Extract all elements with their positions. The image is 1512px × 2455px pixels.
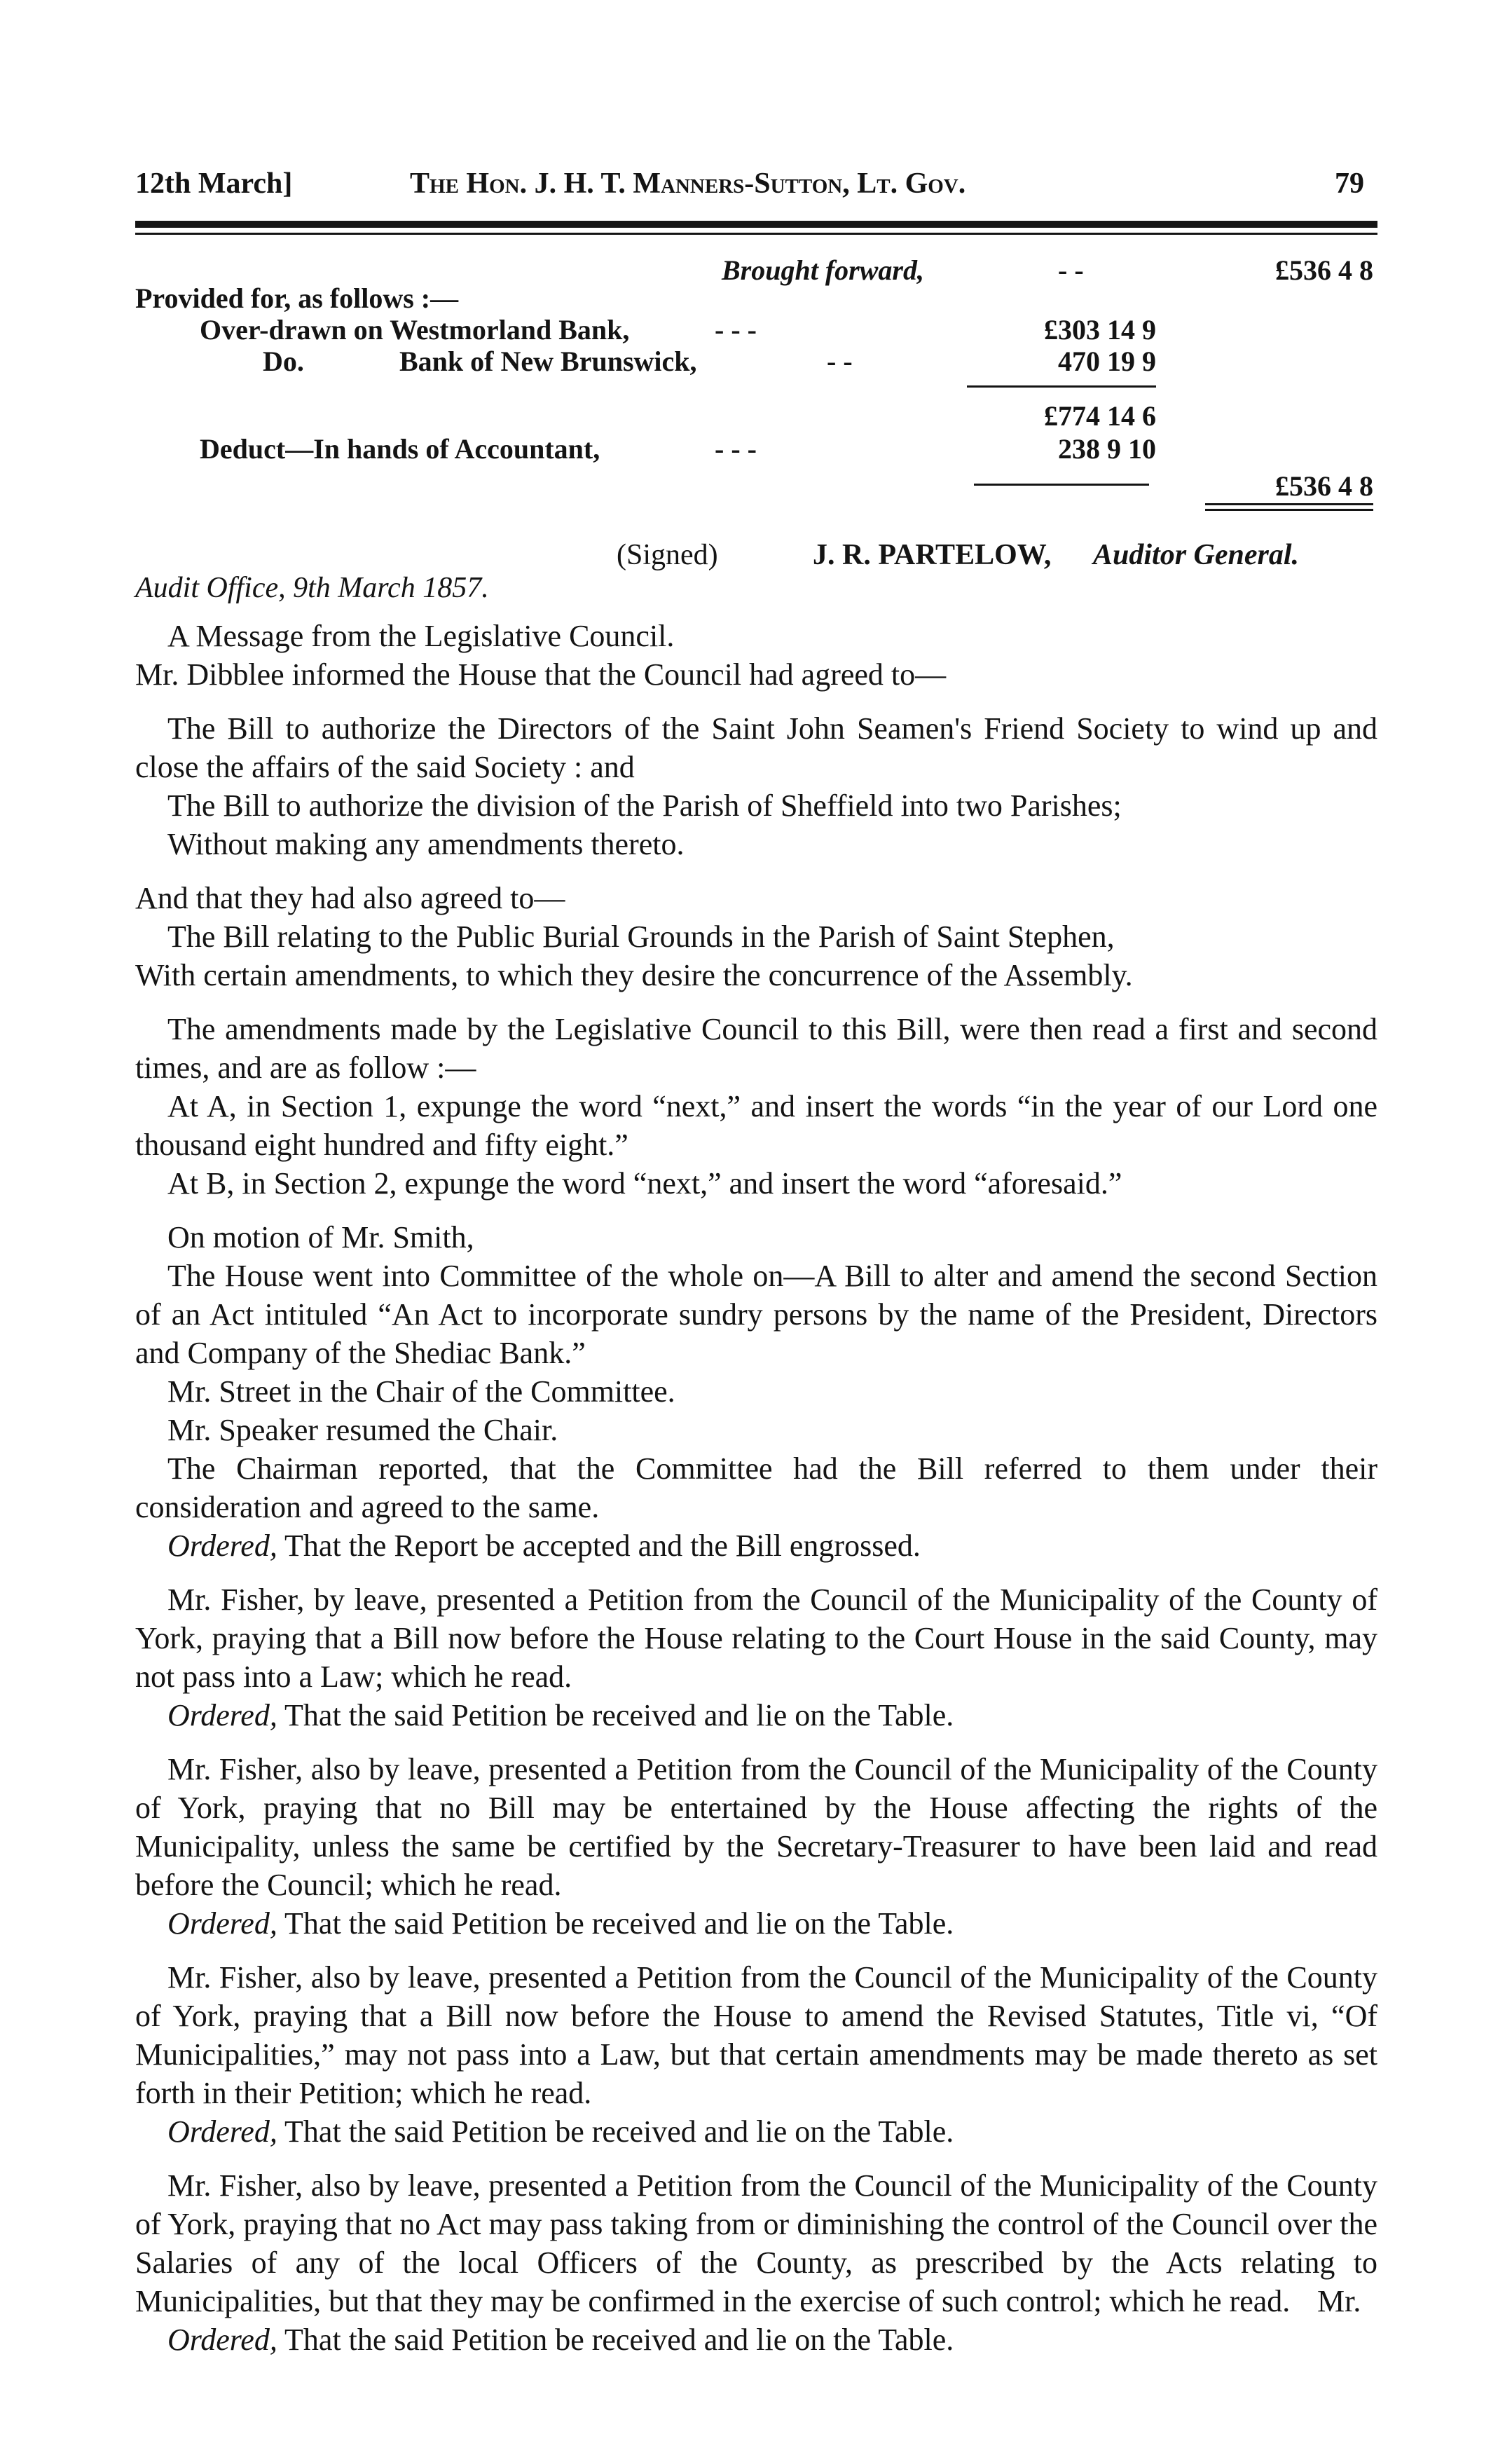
ordered-paragraph: Ordered, That the said Petition be received and lie on the Table. — [167, 2323, 954, 2357]
account-row-nb-dashes: - - — [827, 346, 853, 377]
paragraph: Mr. Street in the Chair of the Committee. — [167, 1374, 675, 1409]
journal-body — [135, 617, 1377, 2359]
paragraph: And that they had also agreed to— — [135, 881, 565, 915]
paragraph: The Bill to authorize the division of the Parish of Sheffield into two Parishes; — [167, 788, 1122, 823]
paragraph: Mr. Fisher, also by leave, presented a Petition from the Council of the Municipality of the County of York, praying that no Bill may be entertained by the House affecting the rights of the Municipality, unless the same be certified by the Secretary-Treasurer to have been laid and read before the Council; which he read. — [135, 1752, 1377, 1902]
total-double-underline — [1205, 509, 1373, 511]
deduct-dashes: - - - — [715, 433, 757, 465]
ordered-paragraph: Ordered, That the said Petition be received and lie on the Table. — [167, 1906, 954, 1941]
ordered-paragraph: Ordered, That the said Petition be received and lie on the Table. — [167, 1698, 954, 1732]
total-amount: £536 4 8 — [1275, 470, 1373, 502]
account-row-westmorland-label: Over-drawn on Westmorland Bank, — [200, 314, 630, 346]
dashes: - - — [1058, 254, 1084, 286]
signed-label: (Signed) — [617, 539, 718, 571]
account-row-do: Do. — [263, 346, 304, 377]
paragraph: At A, in Section 1, expunge the word “next,” and insert the words “in the year of our Lord one thousand eight hundred and fifty eight.” — [135, 1089, 1377, 1162]
header-title: The Hon. J. H. T. Manners-Sutton, Lt. Gov. — [410, 167, 966, 200]
paragraph: Mr. Fisher, by leave, presented a Petition from the Council of the Municipality of the County of York, praying that a Bill now before the House relating to the Court House in the said County, may not pass into a Law; which he read. — [135, 1582, 1377, 1694]
paragraph: The House went into Committee of the whole on—A Bill to alter and amend the second Section of an Act intituled “An Act to incorporate sundry persons by the name of the President, Directors and Company of the Shediac Bank.” — [135, 1259, 1377, 1370]
ordered-paragraph: Ordered, That the said Petition be received and lie on the Table. — [167, 2114, 954, 2149]
audit-office-date: Audit Office, 9th March 1857. — [135, 572, 489, 604]
deduct-label: Deduct—In hands of Accountant, — [200, 433, 600, 465]
ordered-paragraph: Ordered, That the Report be accepted and the Bill engrossed. — [167, 1529, 921, 1563]
brought-forward-amount: £536 4 8 — [1275, 254, 1373, 286]
account-row-westmorland-amount: £303 14 9 — [1044, 314, 1156, 346]
paragraph: The Chairman reported, that the Committee had the Bill referred to them under their consideration and agreed to the same. — [135, 1451, 1377, 1524]
signatory-title: Auditor General. — [1093, 539, 1300, 571]
paragraph: Mr. Dibblee informed the House that the Council had agreed to— — [135, 657, 947, 692]
deduct-amount: 238 9 10 — [1058, 433, 1156, 465]
account-row-westmorland-dashes: - - - — [715, 314, 757, 346]
paragraph: Mr. Fisher, also by leave, presented a Petition from the Council of the Municipality of the County of York, praying that a Bill now before the House to amend the Revised Statutes, Title vi, “Of Municipalities,” may not pass into a Law, but that certain amendments may be made thereto as set forth in their Petition; which he read. — [135, 1960, 1377, 2110]
signatory-name: J. R. PARTELOW, — [813, 539, 1052, 571]
paragraph: The amendments made by the Legislative Council to this Bill, were then read a first and second times, and are as follow :— — [135, 1012, 1377, 1085]
catchword: Mr. — [1317, 2284, 1361, 2318]
paragraph: At B, in Section 2, expunge the word “next,” and insert the word “aforesaid.” — [167, 1166, 1122, 1201]
provided-for-label: Provided for, as follows :— — [135, 282, 459, 314]
total-rule — [974, 484, 1149, 486]
header-rule-thin — [135, 233, 1377, 235]
paragraph: The Bill to authorize the Directors of the Saint John Seamen's Friend Society to wind up and close the affairs of the said Society : and — [135, 711, 1377, 784]
account-row-nb-label: Bank of New Brunswick, — [399, 346, 697, 377]
subtotal-amount: £774 14 6 — [1044, 400, 1156, 432]
account-row-nb-amount: 470 19 9 — [1058, 346, 1156, 377]
page-number: 79 — [1335, 167, 1364, 200]
paragraph: Mr. Speaker resumed the Chair. — [167, 1413, 558, 1447]
paragraph: With certain amendments, to which they desire the concurrence of the Assembly. — [135, 958, 1133, 992]
brought-forward-label: Brought forward, — [722, 254, 924, 286]
paragraph: On motion of Mr. Smith, — [167, 1220, 474, 1254]
header-date: 12th March] — [135, 167, 293, 200]
header-rule-thick — [135, 221, 1377, 228]
paragraph: Mr. Fisher, also by leave, presented a Petition from the Council of the Municipality of the County of York, praying that no Act may pass taking from or diminishing the control of the Council over the Salaries of any of the local Officers of the County, as prescribed by the Acts relating to Municipalities, but that they may be confirmed in the exercise of such control; which he read. — [135, 2168, 1377, 2318]
subtotal-rule — [967, 385, 1156, 388]
paragraph: The Bill relating to the Public Burial Grounds in the Parish of Saint Stephen, — [167, 919, 1115, 954]
paragraph: A Message from the Legislative Council. — [167, 619, 675, 653]
total-underline — [1205, 503, 1373, 505]
paragraph: Without making any amendments thereto. — [167, 827, 685, 861]
